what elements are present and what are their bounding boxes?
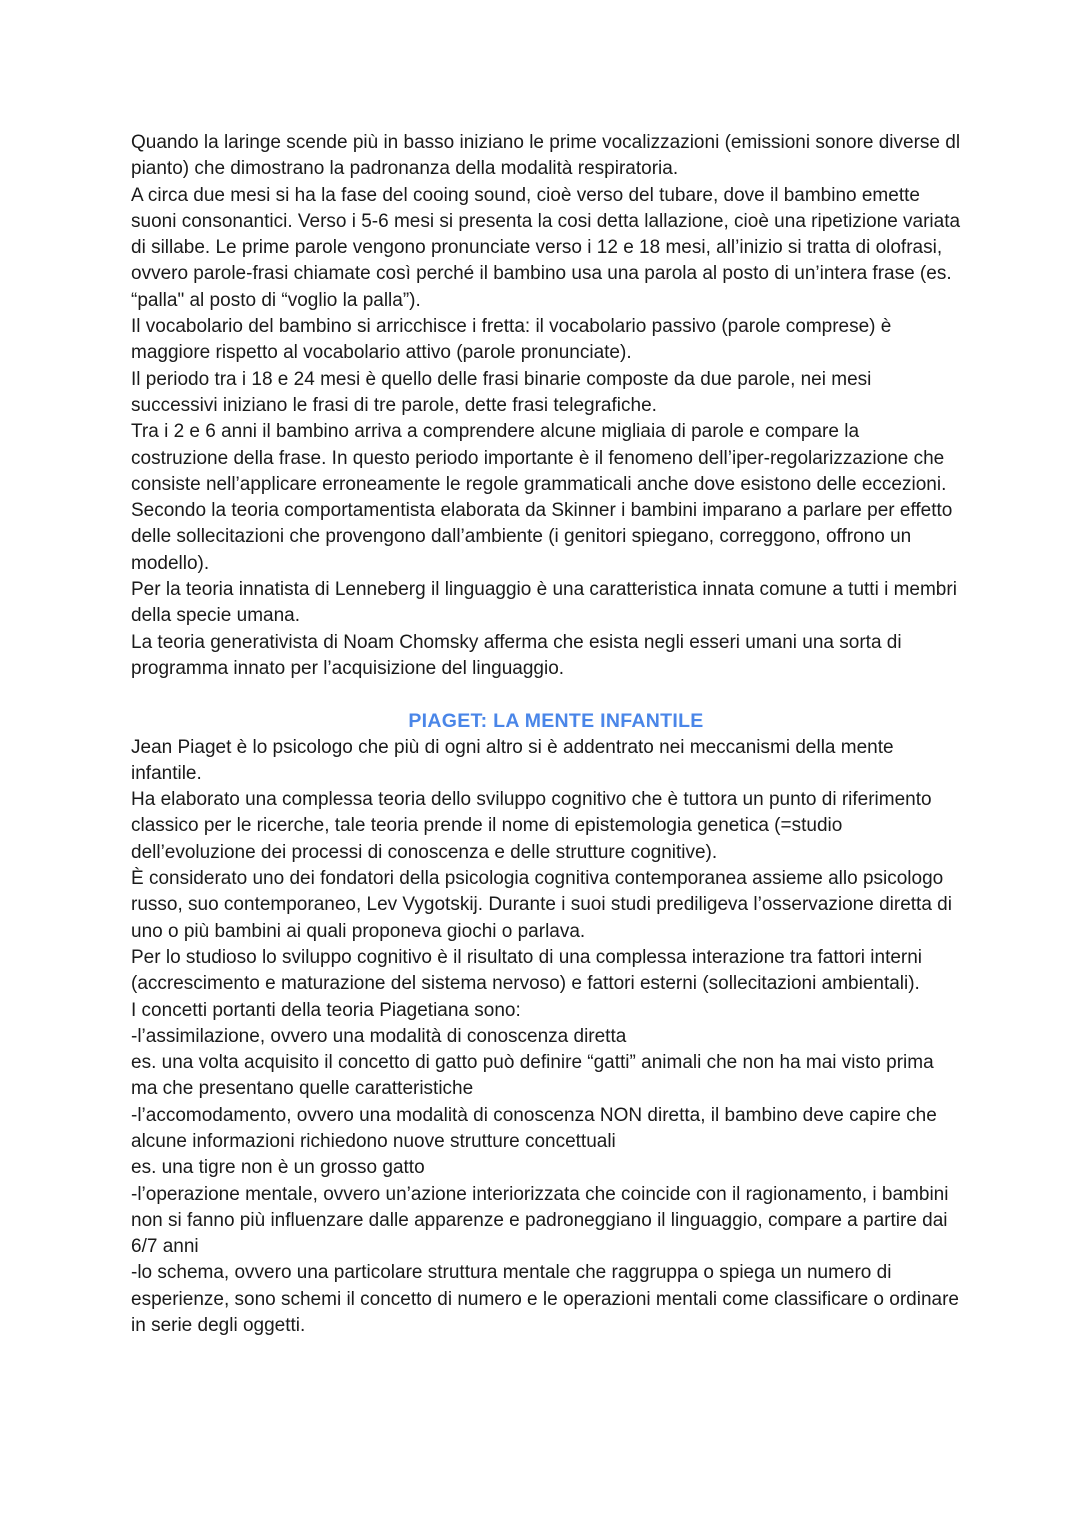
section-spacer bbox=[131, 682, 961, 708]
paragraph: La teoria generativista di Noam Chomsky afferma che esista negli esseri umani una sorta di programma innato per l’acquisizione del linguaggio. bbox=[131, 631, 902, 679]
section-heading: PIAGET: LA MENTE INFANTILE bbox=[408, 710, 704, 733]
paragraph: Per la teoria innatista di Lenneberg il linguaggio è una caratteristica innata comune a tutti i membri della specie umana. bbox=[131, 579, 957, 627]
paragraph: Il vocabolario del bambino si arricchisce i fretta: il vocabolario passivo (parole comprese) è maggiore rispetto al vocabolario attivo (parole pronunciate). bbox=[131, 316, 892, 364]
list-item: -lo schema, ovvero una particolare struttura mentale che raggruppa o spiega un numero di esperienze, sono schemi il concetto di numero e le operazioni mentali come classificare o ordinare in serie degli oggetti. bbox=[131, 1262, 959, 1337]
piaget-section bbox=[131, 708, 961, 1339]
paragraph: Quando la laringe scende più in basso iniziano le prime vocalizzazioni (emissioni sonore diverse dl pianto) che dimostrano la padronanza della modalità respiratoria. bbox=[131, 132, 961, 180]
list-item: -l’assimilazione, ovvero una modalità di conoscenza diretta bbox=[131, 1025, 627, 1047]
list-item: -l’accomodamento, ovvero una modalità di conoscenza NON diretta, il bambino deve capire che alcune informazioni richiedono nuove strutture concettuali bbox=[131, 1104, 937, 1152]
example-line: es. una volta acquisito il concetto di gatto può definire “gatti” animali che non ha mai visto prima ma che presentano quelle caratteristiche bbox=[131, 1052, 934, 1100]
paragraph: Ha elaborato una complessa teoria dello sviluppo cognitivo che è tuttora un punto di riferimento classico per le ricerche, tale teoria prende il nome di epistemologia genetica (=studio dell’evoluzione dei processi di conoscenza e delle strutture cognitive). bbox=[131, 789, 932, 863]
paragraph: Il periodo tra i 18 e 24 mesi è quello delle frasi binarie composte da due parole, nei mesi successivi iniziano le frasi di tre parole, dette frasi telegrafiche. bbox=[131, 368, 872, 416]
paragraph: Per lo studioso lo sviluppo cognitivo è il risultato di una complessa interazione tra fattori interni (accrescimento e maturazione del sistema nervoso) e fattori esterni (sollecitazioni ambientali). bbox=[131, 946, 923, 995]
paragraph: A circa due mesi si ha la fase del cooing sound, cioè verso del tubare, dove il bambino emette suoni consonantici. Verso i 5-6 mesi si presenta la cosi detta lallazione, cioè una ripetizione variata di sillabe. Le prime parole vengono pronunciate verso i 12 e 18 mesi, all’inizio si tratta di olofrasi, ovvero parole-frasi chiamate così perché il bambino usa una parola al posto di un’intera frase (es. “palla" al posto di “voglio la palla”). bbox=[131, 184, 961, 311]
example-line: es. una tigre non è un grosso gatto bbox=[131, 1157, 425, 1179]
paragraph: È considerato uno dei fondatori della psicologia cognitiva contemporanea assieme allo psicologo russo, suo contemporaneo, Lev Vygotskij. Durante i suoi studi prediligeva l’osservazione diretta di uno o più bambini ai quali proponeva giochi o parlava. bbox=[131, 868, 952, 942]
language-development-section bbox=[131, 130, 961, 682]
paragraph: Jean Piaget è lo psicologo che più di ogni altro si è addentrato nei meccanismi della mente infantile. bbox=[131, 736, 894, 784]
paragraph: Tra i 2 e 6 anni il bambino arriva a comprendere alcune migliaia di parole e compare la costruzione della frase. In questo periodo importante è il fenomeno dell’iper-regolarizzazione che consiste nell’applicare erroneamente le regole grammaticali anche dove esistono delle eccezioni. bbox=[131, 421, 947, 495]
paragraph: Secondo la teoria comportamentista elaborata da Skinner i bambini imparano a parlare per effetto delle sollecitazioni che provengono dall’ambiente (i genitori spiegano, correggono, offrono un modello). bbox=[131, 500, 953, 574]
document-page bbox=[131, 130, 961, 1339]
list-item: -l’operazione mentale, ovvero un’azione interiorizzata che coincide con il ragionamento, i bambini non si fanno più influenzare dalle apparenze e padroneggiano il linguaggio, compare a partire dai 6/7 anni bbox=[131, 1183, 949, 1258]
paragraph: I concetti portanti della teoria Piagetiana sono: bbox=[131, 999, 521, 1021]
